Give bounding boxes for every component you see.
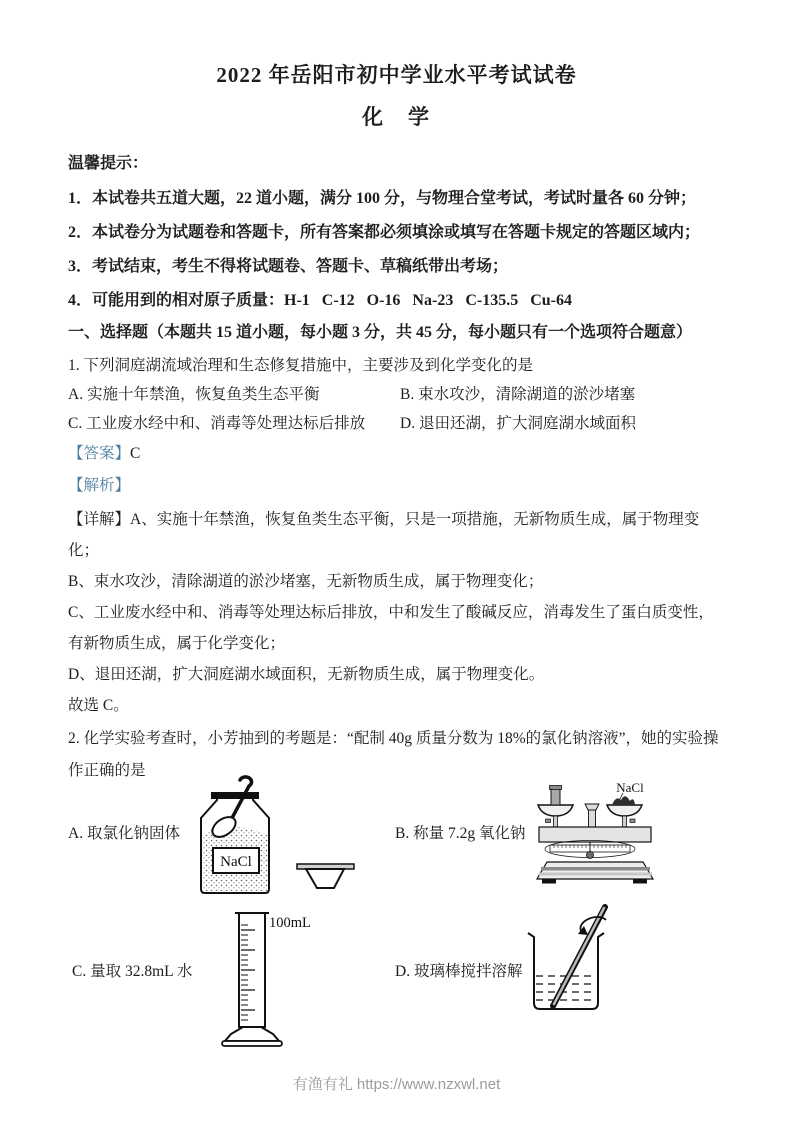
- beam-plate: [539, 827, 651, 842]
- notice-item-1: 1．本试卷共五道大题，22 道小题，满分 100 分，与物理合堂考试，考试时量各 60 分钟；: [68, 190, 697, 207]
- answer-label: 【答案】: [68, 445, 131, 462]
- beaker-stirring-figure: [518, 904, 623, 1026]
- q1-options-row-2: [68, 409, 725, 438]
- notice-item-2: 2．本试卷分为试题卷和答题卡，所有答案都必须填涂或填写在答题卡规定的答题区域内；: [68, 224, 701, 241]
- q1-detail-conclusion: 故选 C。: [68, 697, 129, 714]
- notice-item-3: 3．考试结束，考生不得将试题卷、答题卡、草稿纸带出考场；: [68, 258, 509, 275]
- right-screw: [630, 819, 635, 823]
- balance-nacl-label: NaCl: [616, 780, 644, 795]
- q1-options-row-1: [68, 380, 725, 409]
- adjust-knob: [587, 852, 594, 859]
- detail-label: 【详解】: [68, 511, 131, 528]
- left-foot: [542, 879, 556, 884]
- nacl-pile: [612, 796, 635, 805]
- q1-option-d: D. 退田还湖，扩大洞庭湖水域面积: [400, 415, 636, 432]
- section-1-heading: 一、选择题（本题共 15 道小题，每小题 3 分，共 45 分，每小题只有一个选项符合题意）: [68, 324, 693, 341]
- weight: [551, 788, 560, 805]
- right-foot: [633, 879, 647, 884]
- reagent-bottle-figure: [185, 774, 357, 896]
- q2-figures: [68, 771, 725, 1056]
- balance-scale-figure: [533, 779, 658, 886]
- question-1-stem: 1. 下列洞庭湖流域治理和生态修复措施中，主要涉及到化学变化的是: [68, 357, 534, 374]
- base-stripe-dark: [541, 867, 650, 871]
- right-post: [623, 816, 627, 827]
- pillar: [589, 810, 596, 827]
- glass-rod-highlight: [554, 908, 604, 1004]
- notice-item-4: 4．可能用到的相对原子质量：H-1 C-12 O-16 Na-23 C-135.5 Cu-64: [68, 292, 572, 309]
- rotation-arrowhead: [578, 926, 588, 935]
- right-pan: [607, 805, 642, 816]
- q1-option-a: A. 实施十年禁渔，恢复鱼类生态平衡: [68, 386, 320, 403]
- q2-option-a-label: A. 取氯化钠固体: [68, 825, 180, 842]
- q2-option-c-label: C. 量取 32.8mL 水: [72, 963, 193, 980]
- cylinder-base: [222, 1041, 282, 1046]
- answer-value: C: [130, 445, 141, 462]
- q1-detail-line-3: C、工业废水经中和、消毒等处理达标后排放，中和发生了酸碱反应，消毒发生了蛋白质变性，有新物质生成，属于化学变化；: [68, 604, 714, 652]
- lid-body: [306, 869, 344, 888]
- beaker-outline: [528, 933, 604, 1009]
- notice-heading: 温馨提示：: [68, 155, 149, 172]
- q1-detail-line-4: D、退田还湖，扩大洞庭湖水域面积，无新物质生成，属于物理变化。: [68, 666, 545, 683]
- bottle-rim: [211, 792, 259, 799]
- q1-detail-line-1: [68, 504, 725, 566]
- detail-text: A、实施十年禁渔，恢复鱼类生态平衡，只是一项措施，无新物质生成，属于物理变化；: [68, 511, 700, 559]
- base-stripe-light: [539, 873, 652, 876]
- q2-option-d-label: D. 玻璃棒搅拌溶解: [395, 963, 523, 980]
- footer-watermark: 有渔有礼 https://www.nzxwl.net: [292, 1076, 501, 1093]
- q1-option-b: B. 束水攻沙，清除湖道的淤沙堵塞: [400, 386, 636, 403]
- pillar-cap: [585, 804, 599, 810]
- left-post: [554, 816, 558, 827]
- cylinder-capacity-label: 100mL: [269, 915, 311, 931]
- q1-detail-line-2: B、束水攻沙，清除湖道的淤沙堵塞，无新物质生成，属于物理变化；: [68, 573, 544, 590]
- left-pan: [538, 805, 573, 816]
- q1-option-c: C. 工业废水经中和、消毒等处理达标后排放: [68, 415, 366, 432]
- analysis-label: 【解析】: [68, 477, 131, 494]
- exam-title: 2022 年岳阳市初中学业水平考试试卷: [216, 63, 577, 87]
- question-2-stem: 2. 化学实验考查时，小芳抽到的考题是：“配制 40g 质量分数为 18%的氯化钠溶液”，她的实验操作正确的是: [68, 730, 719, 779]
- graduated-cylinder-figure: [203, 908, 318, 1054]
- left-screw: [546, 819, 551, 823]
- cylinder-foot: [225, 1027, 279, 1041]
- q1-answer-line: [68, 440, 725, 468]
- q2-option-b-label: B. 称量 7.2g 氧化钠: [395, 825, 526, 842]
- exam-subject: 化 学: [362, 105, 431, 129]
- bottle-nacl-label: NaCl: [220, 854, 252, 870]
- weight-cap: [550, 786, 562, 790]
